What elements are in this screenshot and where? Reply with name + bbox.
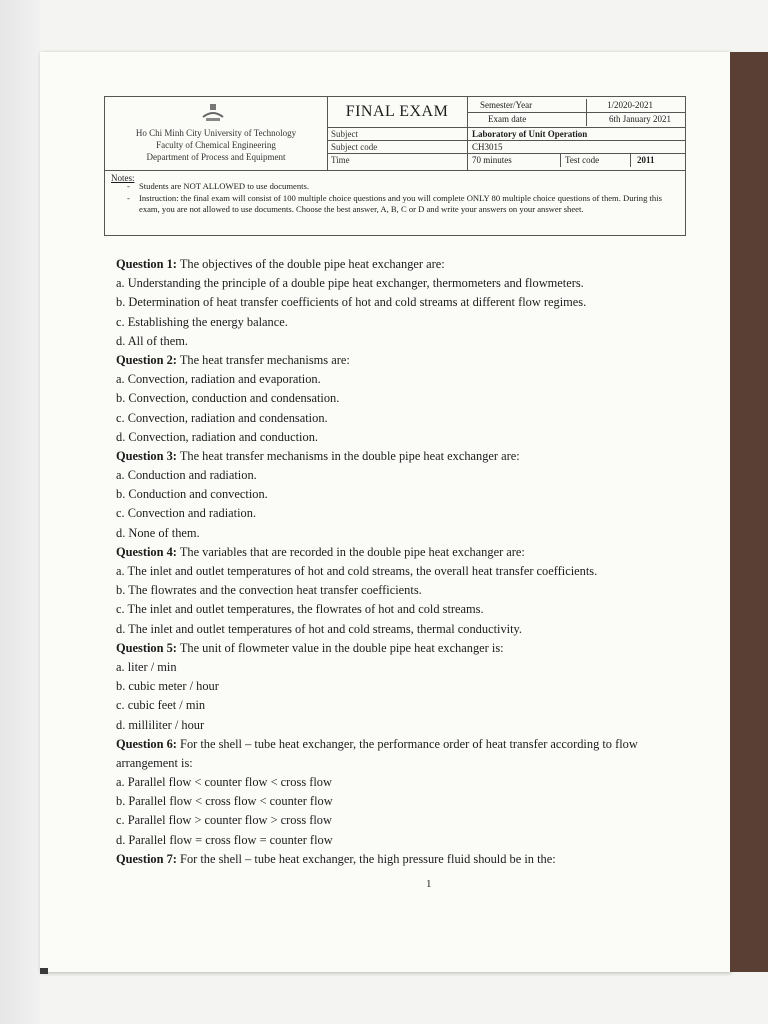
notes-label: Notes:: [111, 173, 135, 183]
question-label: Question 7:: [116, 851, 177, 866]
test-code-value: 2011: [630, 154, 686, 167]
answer-option: a. Convection, radiation and evaporation.: [116, 372, 321, 387]
question-3: [116, 447, 706, 466]
answer-option: b. Determination of heat transfer coefficients of hot and cold streams at different flow regimes.: [116, 295, 587, 310]
answer-option: d. All of them.: [116, 333, 188, 348]
answer-option: d. None of them.: [116, 525, 200, 540]
question-text: The heat transfer mechanisms in the double pipe heat exchanger are:: [179, 448, 520, 463]
page-number: 1: [426, 878, 432, 890]
answer-option: b. Convection, conduction and condensation.: [116, 391, 340, 406]
answer-option: c. Establishing the energy balance.: [116, 314, 288, 329]
question-1: [116, 255, 706, 274]
question-text: For the shell – tube heat exchanger, the high pressure fluid should be in the:: [180, 851, 556, 866]
department-name: Department of Process and Equipment: [146, 152, 286, 162]
background-right: [730, 52, 768, 972]
test-code-label: Test code: [560, 154, 630, 167]
answer-option: a. Parallel flow < counter flow < cross flow: [116, 775, 332, 790]
university-name: Ho Chi Minh City University of Technology: [135, 128, 297, 138]
answer-option: a. Understanding the principle of a double pipe heat exchanger, thermometers and flowmeters.: [116, 276, 584, 291]
answer-option: a. Conduction and radiation.: [116, 468, 257, 483]
answer-option: c. The inlet and outlet temperatures, the flowrates of hot and cold streams.: [116, 602, 484, 617]
exam-date-value: 6th January 2021: [586, 113, 686, 126]
question-7: [116, 850, 706, 869]
question-text: For the shell – tube heat exchanger, the performance order of heat transfer according to flow arrangement is:: [116, 736, 638, 770]
semester-value: 1/2020-2021: [586, 99, 686, 112]
answer-option: b. Conduction and convection.: [116, 487, 268, 502]
university-block: [105, 97, 328, 170]
subject-code-value: CH3015: [472, 142, 503, 152]
subject-value: Laboratory of Unit Operation: [472, 129, 588, 139]
questions-section: [116, 255, 706, 869]
note-item: - Students are NOT ALLOWED to use documents.: [127, 181, 310, 191]
exam-info-block: [467, 97, 686, 170]
answer-option: b. Parallel flow < cross flow < counter flow: [116, 794, 333, 809]
answer-option: a. liter / min: [116, 659, 177, 674]
answer-option: a. The inlet and outlet temperatures of hot and cold streams, the overall heat transfer coefficients.: [116, 564, 598, 578]
question-4: [116, 543, 706, 562]
time-value: 70 minutes: [472, 155, 512, 165]
semester-label: Semester/Year: [480, 100, 533, 110]
notes-section: [105, 170, 685, 236]
exam-date-label: Exam date: [488, 114, 527, 124]
background-left: [0, 0, 40, 1024]
exam-title: FINAL EXAM: [345, 103, 449, 120]
subject-label: Subject: [327, 127, 467, 140]
subject-code-row: [468, 140, 686, 153]
note-text: Instruction: the final exam will consist of 100 multiple choice questions and you will complete ONLY 80 multiple choice questions of them. During this exam, you are not allowed to use documents. Choose the best answer, A, B, C or D and write your answers on your answer sheet.: [139, 193, 662, 214]
note-text: Students are NOT ALLOWED to use documents.: [139, 181, 310, 191]
subject-row: [468, 127, 686, 140]
question-label: Question 2:: [116, 352, 177, 367]
answer-option: c. Convection, radiation and condensation.: [116, 410, 328, 425]
answer-option: c. cubic feet / min: [116, 698, 206, 713]
university-lines: [109, 127, 323, 163]
semester-row: [468, 99, 686, 112]
answer-option: d. Parallel flow = cross flow = counter flow: [116, 832, 333, 847]
answer-option: b. cubic meter / hour: [116, 679, 219, 694]
question-6: [116, 735, 700, 773]
exam-date-row: [468, 112, 686, 125]
question-label: Question 6:: [116, 736, 177, 751]
time-label: Time: [327, 153, 467, 166]
question-5: [116, 639, 706, 658]
answer-option: d. Convection, radiation and conduction.: [116, 429, 318, 444]
answer-option: d. milliliter / hour: [116, 717, 205, 732]
time-row: [468, 153, 686, 166]
question-label: Question 3:: [116, 448, 177, 463]
exam-header: [104, 96, 686, 236]
question-text: The variables that are recorded in the double pipe heat exchanger are:: [179, 544, 525, 559]
question-text: The objectives of the double pipe heat exchanger are:: [179, 257, 445, 271]
paper-corner-shadow: [40, 968, 48, 974]
question-text: The heat transfer mechanisms are:: [179, 352, 350, 367]
university-logo-icon: [201, 103, 225, 123]
answer-option: c. Convection and radiation.: [116, 506, 257, 521]
subject-code-label: Subject code: [327, 140, 467, 153]
faculty-name: Faculty of Chemical Engineering: [156, 140, 276, 150]
answer-option: d. The inlet and outlet temperatures of hot and cold streams, thermal conductivity.: [116, 621, 523, 636]
title-block: [327, 97, 467, 170]
question-2: [116, 351, 706, 370]
answer-option: b. The flowrates and the convection heat transfer coefficients.: [116, 583, 422, 598]
answer-option: c. Parallel flow > counter flow > cross flow: [116, 813, 332, 828]
note-item: - Instruction: the final exam will consist of 100 multiple choice questions and you will complete ONLY 80 multiple choice questions of them. During this exam, you are not allowed to use documents. Choose the best answer, A, B, C or D and write your answers on your answer sheet.: [127, 193, 662, 214]
question-text: The unit of flowmeter value in the double pipe heat exchanger is:: [179, 640, 504, 655]
question-label: Question 4:: [116, 544, 177, 559]
question-label: Question 5:: [116, 640, 177, 655]
question-label: Question 1:: [116, 257, 177, 271]
